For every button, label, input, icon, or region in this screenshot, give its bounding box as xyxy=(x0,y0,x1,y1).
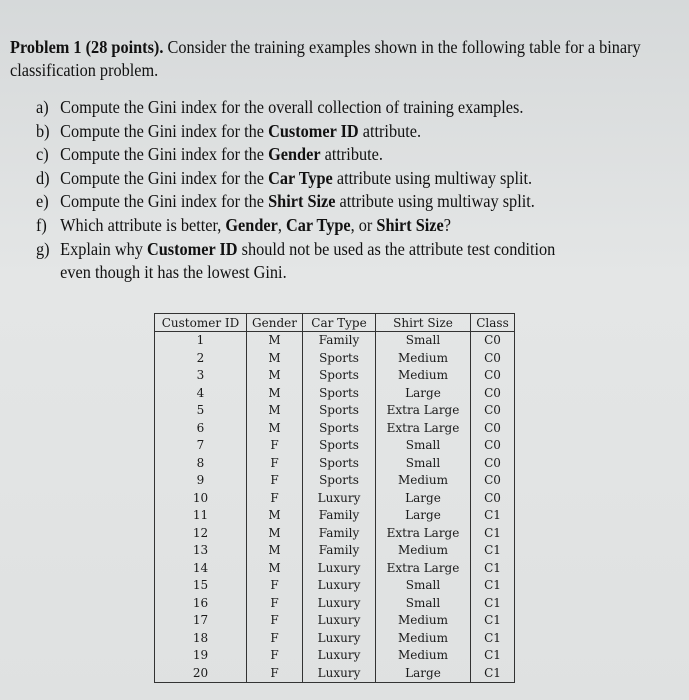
cell-shirt-size: Medium xyxy=(376,367,471,385)
table-row xyxy=(155,665,515,683)
table-row xyxy=(155,420,515,438)
table-row xyxy=(155,507,515,525)
cell-car-type: Sports xyxy=(303,420,376,438)
cell-customer-id: 18 xyxy=(192,630,209,645)
cell-customer-id: 17 xyxy=(192,613,209,628)
cell-gender: M xyxy=(247,402,303,420)
cell-car-type: Family xyxy=(303,507,376,525)
cell-car-type: Sports xyxy=(303,437,376,455)
question-e: e) Compute the Gini index for the Shirt Size attribute using multiway split. xyxy=(36,191,535,212)
cell-customer-id: 16 xyxy=(192,595,209,610)
question-b: b) Compute the Gini index for the Customer ID attribute. xyxy=(36,120,422,141)
cell-class: C1 xyxy=(471,647,515,665)
problem-intro: Consider the training examples shown in the following table for a binary classification problem. xyxy=(10,37,641,80)
cell-gender: F xyxy=(247,630,303,648)
cell-class: C1 xyxy=(471,577,515,595)
cell-gender: M xyxy=(247,507,303,525)
cell-shirt-size: Small xyxy=(376,437,471,455)
table-row xyxy=(155,612,515,630)
cell-class: C1 xyxy=(471,612,515,630)
cell-gender: M xyxy=(247,367,303,385)
cell-car-type: Luxury xyxy=(303,612,376,630)
cell-class: C0 xyxy=(471,385,515,403)
cell-gender: M xyxy=(247,332,303,350)
cell-shirt-size: Medium xyxy=(376,542,471,560)
cell-customer-id: 2 xyxy=(196,350,205,365)
training-data-table xyxy=(154,313,515,683)
table-header-row xyxy=(155,314,515,332)
cell-class: C1 xyxy=(471,630,515,648)
header-customer-id: Customer ID xyxy=(155,314,247,332)
question-list xyxy=(36,96,687,285)
cell-customer-id: 5 xyxy=(196,403,205,418)
cell-customer-id: 9 xyxy=(196,473,205,488)
cell-shirt-size: Extra Large xyxy=(376,560,471,578)
cell-customer-id: 13 xyxy=(192,543,209,558)
header-class: Class xyxy=(471,314,515,332)
cell-shirt-size: Extra Large xyxy=(376,525,471,543)
cell-car-type: Sports xyxy=(303,455,376,473)
cell-shirt-size: Extra Large xyxy=(376,420,471,438)
header-gender: Gender xyxy=(247,314,303,332)
cell-customer-id: 10 xyxy=(192,490,209,505)
table-row xyxy=(155,647,515,665)
cell-car-type: Sports xyxy=(303,385,376,403)
cell-class: C1 xyxy=(471,542,515,560)
cell-class: C1 xyxy=(471,507,515,525)
cell-class: C0 xyxy=(471,472,515,490)
cell-gender: F xyxy=(247,455,303,473)
cell-gender: F xyxy=(247,595,303,613)
cell-car-type: Sports xyxy=(303,472,376,490)
cell-customer-id: 1 xyxy=(196,333,205,348)
problem-statement xyxy=(10,36,684,82)
cell-class: C1 xyxy=(471,665,515,683)
cell-shirt-size: Large xyxy=(376,665,471,683)
cell-shirt-size: Extra Large xyxy=(376,402,471,420)
cell-class: C0 xyxy=(471,437,515,455)
table-row xyxy=(155,367,515,385)
cell-car-type: Sports xyxy=(303,350,376,368)
table-row xyxy=(155,472,515,490)
table-row xyxy=(155,455,515,473)
cell-car-type: Luxury xyxy=(303,560,376,578)
table-row xyxy=(155,332,515,350)
cell-gender: F xyxy=(247,490,303,508)
question-g-continuation: even though it has the lowest Gini. xyxy=(60,262,287,283)
cell-class: C1 xyxy=(471,595,515,613)
cell-car-type: Luxury xyxy=(303,595,376,613)
cell-car-type: Luxury xyxy=(303,647,376,665)
cell-customer-id: 4 xyxy=(196,385,205,400)
table-row xyxy=(155,560,515,578)
cell-class: C0 xyxy=(471,350,515,368)
cell-shirt-size: Medium xyxy=(376,647,471,665)
cell-gender: M xyxy=(247,350,303,368)
table-row xyxy=(155,525,515,543)
cell-class: C0 xyxy=(471,332,515,350)
cell-gender: M xyxy=(247,420,303,438)
question-c: c) Compute the Gini index for the Gender attribute. xyxy=(36,144,383,165)
cell-class: C1 xyxy=(471,560,515,578)
cell-customer-id: 19 xyxy=(192,648,209,663)
cell-shirt-size: Large xyxy=(376,507,471,525)
cell-customer-id: 14 xyxy=(192,560,209,575)
cell-gender: M xyxy=(247,542,303,560)
cell-gender: M xyxy=(247,525,303,543)
cell-shirt-size: Small xyxy=(376,595,471,613)
cell-car-type: Family xyxy=(303,525,376,543)
cell-gender: M xyxy=(247,385,303,403)
cell-car-type: Family xyxy=(303,542,376,560)
cell-customer-id: 11 xyxy=(192,508,209,523)
table-row xyxy=(155,437,515,455)
cell-shirt-size: Medium xyxy=(376,612,471,630)
cell-shirt-size: Small xyxy=(376,455,471,473)
cell-customer-id: 7 xyxy=(196,438,205,453)
cell-gender: F xyxy=(247,665,303,683)
cell-class: C0 xyxy=(471,402,515,420)
cell-class: C0 xyxy=(471,455,515,473)
cell-shirt-size: Large xyxy=(376,490,471,508)
cell-customer-id: 6 xyxy=(196,420,205,435)
cell-shirt-size: Medium xyxy=(376,350,471,368)
cell-shirt-size: Medium xyxy=(376,472,471,490)
header-shirt-size: Shirt Size xyxy=(376,314,471,332)
table-row xyxy=(155,402,515,420)
cell-car-type: Luxury xyxy=(303,665,376,683)
cell-gender: F xyxy=(247,577,303,595)
cell-customer-id: 20 xyxy=(192,665,209,680)
cell-shirt-size: Large xyxy=(376,385,471,403)
table-row xyxy=(155,350,515,368)
cell-shirt-size: Small xyxy=(376,332,471,350)
cell-car-type: Sports xyxy=(303,367,376,385)
cell-class: C0 xyxy=(471,490,515,508)
table-body xyxy=(155,332,515,683)
cell-gender: M xyxy=(247,560,303,578)
cell-car-type: Family xyxy=(303,332,376,350)
table-row xyxy=(155,542,515,560)
cell-car-type: Luxury xyxy=(303,577,376,595)
cell-car-type: Luxury xyxy=(303,630,376,648)
cell-class: C0 xyxy=(471,367,515,385)
cell-gender: F xyxy=(247,647,303,665)
cell-shirt-size: Medium xyxy=(376,630,471,648)
problem-title: Problem 1 (28 points). xyxy=(10,37,164,57)
cell-shirt-size: Small xyxy=(376,577,471,595)
cell-customer-id: 12 xyxy=(192,525,209,540)
question-a: a) Compute the Gini index for the overall collection of training examples. xyxy=(36,97,524,117)
cell-gender: F xyxy=(247,472,303,490)
table-row xyxy=(155,595,515,613)
cell-car-type: Sports xyxy=(303,402,376,420)
cell-gender: F xyxy=(247,612,303,630)
cell-customer-id: 8 xyxy=(196,455,205,470)
header-car-type: Car Type xyxy=(303,314,376,332)
cell-gender: F xyxy=(247,437,303,455)
cell-car-type: Luxury xyxy=(303,490,376,508)
cell-customer-id: 3 xyxy=(196,368,205,383)
table-row xyxy=(155,630,515,648)
question-d: d) Compute the Gini index for the Car Type attribute using multiway split. xyxy=(36,167,533,188)
question-g: g) Explain why Customer ID should not be used as the attribute test condition xyxy=(36,238,556,259)
table-row xyxy=(155,577,515,595)
cell-class: C0 xyxy=(471,420,515,438)
table-row xyxy=(155,385,515,403)
cell-class: C1 xyxy=(471,525,515,543)
cell-customer-id: 15 xyxy=(192,578,209,593)
table-row xyxy=(155,490,515,508)
question-f: f) Which attribute is better, Gender, Car Type, or Shirt Size? xyxy=(36,214,451,235)
